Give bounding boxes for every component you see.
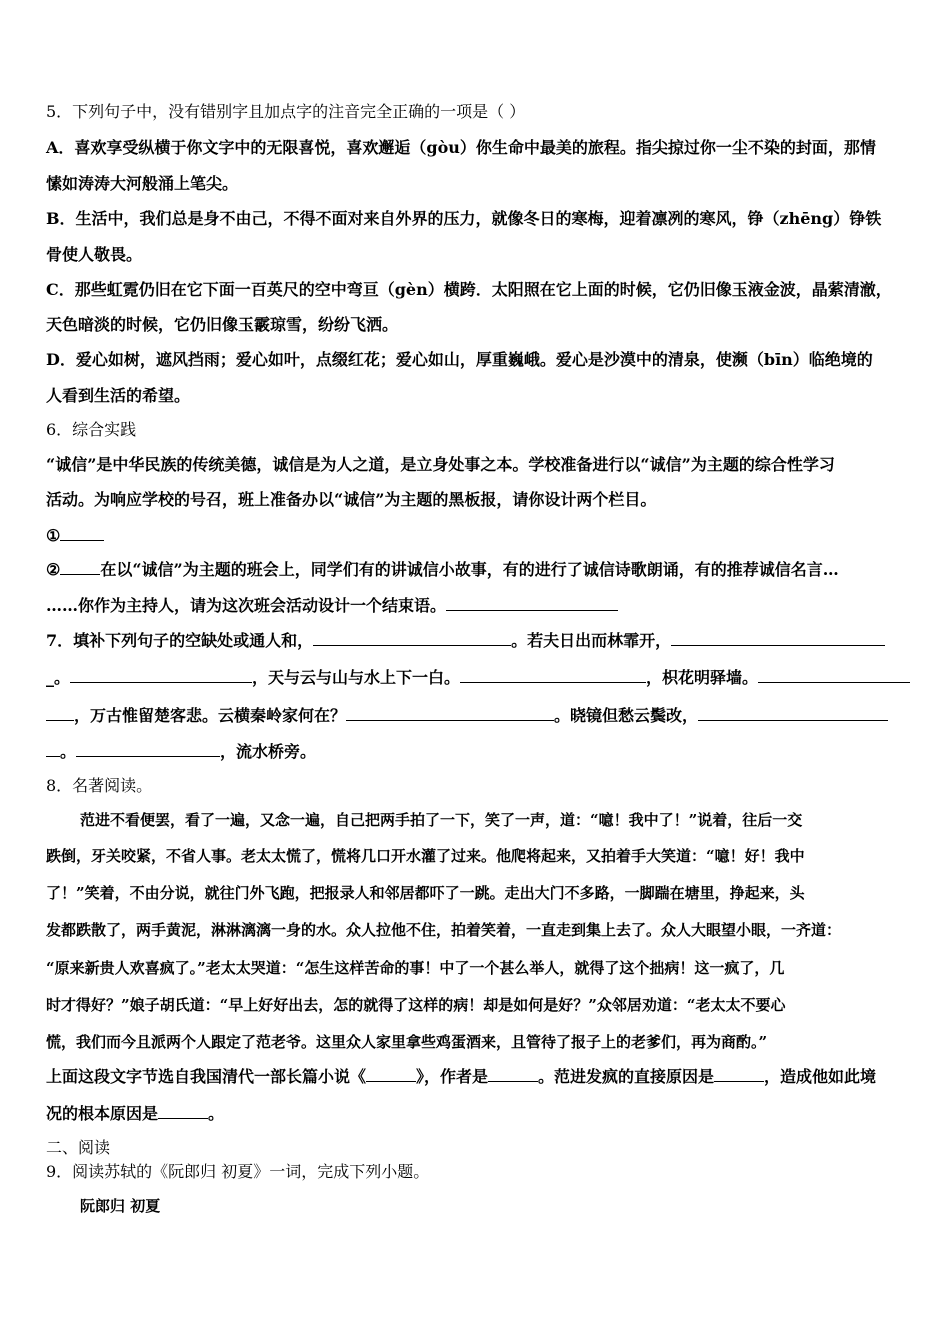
q7-text-5: ，枳花明驿墙。 (646, 668, 759, 687)
q8-excerpt-line3: 了！”笑着，不由分说，就往门外飞跑，把报录人和邻居都吓了一跳。走出大门不多路，一脚踹在塘里，挣起来，头 (46, 884, 805, 902)
answer-blank[interactable] (698, 705, 888, 721)
q7-text-9: ，流水桥旁。 (220, 742, 317, 761)
answer-blank[interactable] (313, 630, 511, 646)
answer-blank[interactable] (714, 1066, 764, 1082)
q5-option-a-line2: 愫如涛涛大河般涌上笔尖。 (46, 174, 239, 193)
answer-blank[interactable] (70, 667, 252, 683)
q7-line1 (46, 630, 885, 651)
q6-paragraph-line2: 活动。为响应学校的号召，班上准备办以“诚信”为主题的黑板报，请你设计两个栏目。 (46, 490, 657, 509)
q6-ending-line (46, 595, 618, 616)
q6-title: 6．综合实践 (46, 420, 137, 439)
answer-blank[interactable] (488, 1066, 538, 1082)
q7-text-3: _。 (46, 668, 71, 687)
q8-excerpt-line5: “原来新贵人欢喜疯了。”老太太哭道：“怎生这样苦命的事！中了一个甚么举人，就得了这个拙病！这一疯了，几 (46, 959, 785, 977)
q8-question-text-1: 上面这段文字节选自我国清代一部长篇小说《 (46, 1067, 367, 1086)
answer-blank[interactable] (446, 595, 618, 611)
answer-blank[interactable] (366, 1066, 416, 1082)
q8-excerpt-line7: 慌，我们而今且派两个人跟定了范老爷。这里众人家里拿些鸡蛋酒来，且管待了报子上的老爹们，再为商酌。” (46, 1033, 768, 1051)
q7-text-2: 。若夫日出而林霏开， (511, 631, 672, 650)
q8-excerpt-line4: 发都跌散了，两手黄泥，淋淋漓漓一身的水。众人拉他不住，拍着笑着，一直走到集上去了。众人大眼望小眼，一齐道： (46, 921, 842, 939)
q8-excerpt-line1: 范进不看便罢，看了一遍，又念一遍，自己把两手拍了一下，笑了一声，道：“噫！我中了！”说着，往后一交 (80, 811, 803, 829)
q5-option-b-line2: 骨使人敬畏。 (46, 245, 143, 264)
answer-blank[interactable] (346, 705, 554, 721)
q5-option-b-line1: B．生活中，我们总是身不由己，不得不面对来自外界的压力，就像冬日的寒梅，迎着凛冽的寒风，铮（zhēng）铮铁 (46, 209, 882, 228)
answer-blank[interactable] (460, 667, 646, 683)
q7-text-6: ，万古惟留楚客悲。云横秦岭家何在？ (74, 706, 347, 725)
q6-item-1-mark: ① (46, 526, 61, 545)
q7-text-7: 。晓镜但愁云鬓改， (554, 706, 699, 725)
q7-text-4: ，天与云与山与水上下一白。 (252, 668, 461, 687)
q8-question-line1 (46, 1066, 876, 1087)
answer-blank[interactable] (60, 525, 104, 541)
q6-item-2-mark: ② (46, 560, 61, 579)
q8-question-text-4: ，造成他如此境 (764, 1067, 877, 1086)
q8-excerpt-line6: 时才得好？”娘子胡氏道：“早上好好出去，怎的就得了这样的病！却是如何是好？”众邻居劝道：“老太太不要心 (46, 996, 786, 1014)
q7-stem: 7．填补下列句子的空缺处或通人和， (46, 631, 314, 650)
q5-option-c-line1: C．那些虹霓仍旧在它下面一百英尺的空中弯亘（gèn）横跨．太阳照在它上面的时候，它仍旧像玉液金波，晶萦清澈， (46, 280, 892, 299)
q6-ending-prompt: ……你作为主持人，请为这次班会活动设计一个结束语。 (46, 596, 447, 615)
q9-stem: 9．阅读苏轼的《阮郎归 初夏》一词，完成下列小题。 (46, 1162, 430, 1181)
q5-option-d-line2: 人看到生活的希望。 (46, 386, 191, 405)
answer-blank[interactable] (46, 705, 74, 721)
q5-stem: 5．下列句子中，没有错别字且加点字的注音完全正确的一项是（ ） (46, 102, 526, 121)
q5-option-d-line1: D．爱心如树，遮风挡雨；爱心如叶，点缀红花；爱心如山，厚重巍峨。爱心是沙漠中的清泉，使濒（bīn）临绝境的 (46, 350, 873, 369)
q7-line2 (46, 667, 910, 688)
q8-question-text-5: 况的根本原因是 (46, 1104, 159, 1123)
q8-excerpt-line2: 跌倒，牙关咬紧，不省人事。老太太慌了，慌将几口开水灌了过来。他爬将起来，又拍着手大笑道：“噫！好！我中 (46, 847, 805, 865)
poem-title: 阮郎归 初夏 (80, 1197, 161, 1215)
section-2-title: 二、阅读 (46, 1138, 111, 1157)
q8-question-text-3: 。范进发疯的直接原因是 (538, 1067, 715, 1086)
q5-option-c-line2: 天色暗淡的时候，它仍旧像玉霰琼雪，纷纷飞洒。 (46, 315, 399, 334)
q8-question-text-6: 。 (208, 1104, 225, 1123)
q8-question-line2 (46, 1103, 224, 1124)
answer-blank[interactable] (46, 741, 60, 757)
answer-blank[interactable] (758, 667, 910, 683)
answer-blank[interactable] (60, 559, 100, 575)
q5-option-a-line1: A．喜欢享受纵横于你文字中的无限喜悦，喜欢邂逅（gòu）你生命中最美的旅程。指尖掠过你一尘不染的封面，那情 (46, 138, 876, 157)
q6-item-1 (46, 525, 104, 546)
answer-blank[interactable] (158, 1103, 208, 1119)
q6-item-2 (46, 559, 839, 580)
q6-item-2-text: 在以“诚信”为主题的班会上，同学们有的讲诚信小故事，有的进行了诚信诗歌朗诵，有的推荐诚信名言… (100, 560, 839, 579)
q6-paragraph-line1: “诚信”是中华民族的传统美德，诚信是为人之道，是立身处事之本。学校准备进行以“诚信”为主题的综合性学习 (46, 455, 835, 474)
answer-blank[interactable] (76, 741, 220, 757)
q8-title: 8．名著阅读。 (46, 776, 153, 795)
q8-question-text-2: 》，作者是 (416, 1067, 489, 1086)
q7-line4 (46, 741, 316, 762)
q7-line3 (46, 705, 888, 726)
q7-text-8: 。 (60, 742, 77, 761)
answer-blank[interactable] (671, 630, 885, 646)
